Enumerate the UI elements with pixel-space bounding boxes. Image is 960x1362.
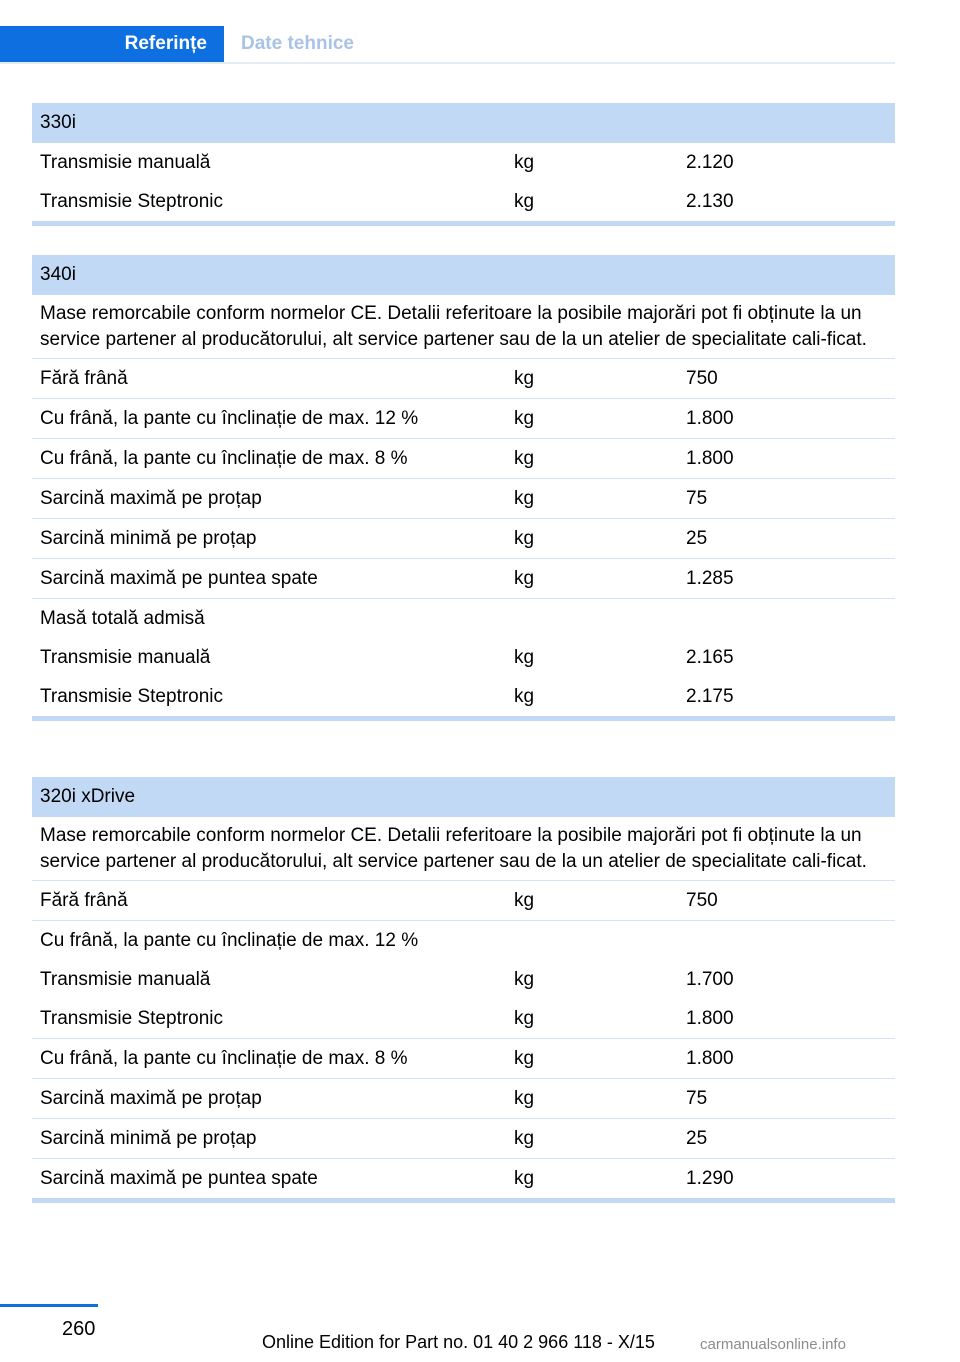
row-label: Cu frână, la pante cu înclinație de max. 12 % [40, 929, 419, 951]
row-label: Sarcină maximă pe puntea spate [40, 1167, 318, 1189]
row-label: Fără frână [40, 889, 128, 911]
row-unit: kg [514, 1167, 535, 1189]
row-value: 1.285 [686, 567, 734, 589]
row-value: 2.165 [686, 646, 734, 668]
table-row [32, 599, 895, 638]
row-label: Sarcină maximă pe proțap [40, 487, 262, 509]
table-row [32, 921, 895, 960]
row-value: 25 [686, 527, 708, 549]
page-number: 260 [62, 1318, 96, 1340]
row-label: Sarcină minimă pe proțap [40, 527, 257, 549]
table-row [32, 960, 895, 999]
header-tabs [0, 26, 895, 64]
table-end-bar [32, 221, 895, 226]
row-value: 1.800 [686, 1007, 734, 1029]
tab-date-tehnice[interactable]: Date tehnice [241, 33, 354, 54]
table-row [32, 1079, 895, 1119]
table-row [32, 1119, 895, 1159]
row-unit: kg [514, 527, 535, 549]
table-row [32, 143, 895, 182]
row-unit: kg [514, 1127, 535, 1149]
row-unit: kg [514, 567, 535, 589]
row-label: Masă totală admisă [40, 607, 205, 629]
row-value: 1.290 [686, 1167, 734, 1189]
row-label: Transmisie Steptronic [40, 685, 224, 707]
table-row [32, 439, 895, 479]
table-row [32, 1039, 895, 1079]
table-row [32, 559, 895, 599]
table-title: 330i [32, 103, 895, 143]
row-label: Transmisie manuală [40, 646, 211, 668]
row-unit: kg [514, 1007, 535, 1029]
row-value: 2.120 [686, 151, 734, 173]
row-label: Transmisie Steptronic [40, 190, 224, 212]
row-unit: kg [514, 447, 535, 469]
row-unit: kg [514, 151, 535, 173]
row-value: 1.800 [686, 447, 734, 469]
row-unit: kg [514, 646, 535, 668]
table-row [32, 881, 895, 921]
row-unit: kg [514, 367, 535, 389]
row-value: 25 [686, 1127, 708, 1149]
table-340i [32, 255, 895, 721]
row-label: Cu frână, la pante cu înclinație de max. 8 % [40, 1047, 408, 1069]
row-unit: kg [514, 889, 535, 911]
row-value: 1.700 [686, 968, 734, 990]
row-value: 2.130 [686, 190, 734, 212]
row-label: Cu frână, la pante cu înclinație de max. 8 % [40, 447, 408, 469]
row-label: Sarcină minimă pe proțap [40, 1127, 257, 1149]
row-value: 75 [686, 1087, 708, 1109]
table-row [32, 677, 895, 716]
row-value: 1.800 [686, 407, 734, 429]
row-value: 2.175 [686, 685, 734, 707]
table-end-bar [32, 1198, 895, 1203]
table-row [32, 999, 895, 1039]
table-row [32, 638, 895, 677]
watermark: carmanualsonline.info [700, 1336, 846, 1353]
table-title: 320i xDrive [32, 777, 895, 817]
table-note: Mase remorcabile conform normelor CE. Detalii referitoare la posibile majorări pot fi obținute la un service partener al producătorului, alt service partener sau de la un atelier de specialitate cali-ficat. [32, 817, 895, 881]
row-unit: kg [514, 407, 535, 429]
footer-accent-line [0, 1304, 98, 1307]
table-row [32, 519, 895, 559]
table-note: Mase remorcabile conform normelor CE. Detalii referitoare la posibile majorări pot fi obținute la un service partener al producătorului, alt service partener sau de la un atelier de specialitate cali-ficat. [32, 295, 895, 359]
table-320i-xdrive [32, 777, 895, 1203]
row-value: 750 [686, 367, 718, 389]
row-label: Sarcină maximă pe proțap [40, 1087, 262, 1109]
table-row [32, 182, 895, 221]
edition-text: Online Edition for Part no. 01 40 2 966 118 - X/15 [262, 1332, 655, 1352]
row-label: Sarcină maximă pe puntea spate [40, 567, 318, 589]
row-value: 75 [686, 487, 708, 509]
row-unit: kg [514, 190, 535, 212]
row-value: 750 [686, 889, 718, 911]
row-unit: kg [514, 685, 535, 707]
tab-referinte[interactable]: Referințe [0, 26, 224, 62]
row-unit: kg [514, 1087, 535, 1109]
table-title: 340i [32, 255, 895, 295]
row-label: Transmisie manuală [40, 151, 211, 173]
table-row [32, 399, 895, 439]
row-label: Transmisie Steptronic [40, 1007, 224, 1029]
table-330i [32, 103, 895, 226]
table-row [32, 1159, 895, 1198]
row-unit: kg [514, 968, 535, 990]
table-row [32, 479, 895, 519]
table-row [32, 359, 895, 399]
row-unit: kg [514, 1047, 535, 1069]
row-unit: kg [514, 487, 535, 509]
row-value: 1.800 [686, 1047, 734, 1069]
row-label: Fără frână [40, 367, 128, 389]
table-end-bar [32, 716, 895, 721]
row-label: Transmisie manuală [40, 968, 211, 990]
row-label: Cu frână, la pante cu înclinație de max. 12 % [40, 407, 419, 429]
